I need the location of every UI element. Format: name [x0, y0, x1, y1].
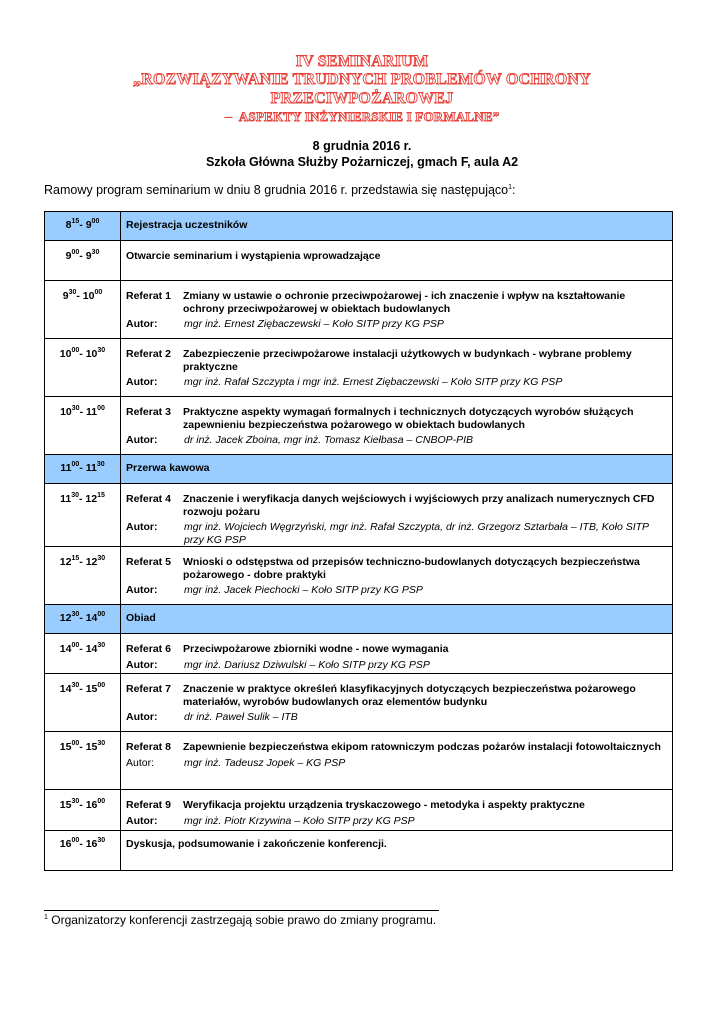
start-hour: 11: [60, 462, 72, 474]
session-cell: [121, 605, 673, 634]
session-title: Przerwa kawowa: [126, 462, 210, 474]
start-minute: 00: [71, 347, 80, 354]
start-hour: 11: [60, 493, 72, 505]
time-slot: $12^{15}-$ $12^{30}$: [45, 547, 121, 605]
program-row: [45, 790, 673, 831]
seminar-date: 8 grudnia 2016 r.: [312, 139, 412, 153]
seminar-venue: Szkoła Główna Służby Pożarniczej, gmach F, aula A2: [205, 155, 519, 169]
end-hour: 11: [86, 406, 98, 418]
talk-title-line: [126, 493, 672, 518]
talk-title: Znaczenie i weryfikacja danych wejściowych i wyjściowych przy analizach numerycznych CFD rozwoju pożaru: [183, 493, 655, 518]
start-hour: 12: [59, 556, 72, 568]
end-hour: 16: [85, 838, 98, 850]
end-minute: 30: [96, 461, 105, 468]
session-cell: [121, 831, 673, 871]
author-label: Autor:: [126, 434, 158, 446]
time-slot: $15^{30}-$ $16^{00}$: [45, 790, 121, 831]
end-minute: 00: [97, 611, 106, 618]
seminar-subtitle: [0, 109, 724, 125]
start-hour: 12: [59, 612, 72, 624]
end-minute: 30: [97, 837, 106, 844]
program-row: [45, 397, 673, 455]
talk-author-line: [126, 659, 672, 672]
time-slot: $14^{30}-$ $15^{00}$: [45, 674, 121, 732]
session-cell: [121, 397, 673, 455]
program-row: [45, 212, 673, 241]
program-row: [45, 634, 673, 674]
time-slot: $14^{00}-$ $14^{30}$: [45, 634, 121, 674]
program-row: [45, 455, 673, 484]
seminar-title-line-2: „ROZWIĄZYWANIE TRUDNYCH PROBLEMÓW OCHRONY: [133, 71, 591, 88]
session-cell: [121, 212, 673, 241]
end-minute: 30: [91, 249, 100, 256]
session-cell: [121, 634, 673, 674]
time-slot: $10^{30}-$ $11^{00}$: [45, 397, 121, 455]
talk-title: Zapewnienie bezpieczeństwa ekipom ratowniczym podczas pożarów instalacji fotowoltaicznych: [183, 741, 661, 753]
author-label: Autor:: [126, 584, 158, 596]
end-minute: 00: [97, 405, 105, 412]
talk-label: Referat 8: [126, 741, 171, 753]
end-hour: 12: [85, 493, 98, 505]
talk-label: Referat 9: [126, 799, 171, 811]
start-minute: 00: [71, 837, 80, 844]
intro-colon: :: [512, 183, 516, 197]
start-hour: 9: [65, 250, 72, 262]
seminar-title-line-1: IV SEMINARIUM: [295, 53, 429, 70]
talk-author: mgr inż. Jacek Piechocki – Koło SITP przy KG PSP: [184, 584, 423, 596]
intro-sentence: Ramowy program seminarium w dniu 8 grudnia 2016 r. przedstawia się następująco: [44, 183, 509, 197]
talk-title-line: [126, 741, 672, 754]
start-minute: 00: [71, 461, 80, 468]
session-title: Obiad: [126, 612, 156, 624]
start-minute: 30: [71, 405, 80, 412]
talk-title: Praktyczne aspekty wymagań formalnych i technicznych dotyczących wyrobów służących zapewnieniu bezpieczeństwa pożarowego w obiektach budowlanych: [183, 406, 634, 431]
talk-author: mgr inż. Wojciech Węgrzyński, mgr inż. Rafał Szczypta, dr inż. Grzegorz Sztarbała – ITB, Koło SITP przy KG PSP: [184, 521, 649, 546]
session-title: Dyskusja, podsumowanie i zakończenie konferencji.: [126, 838, 387, 850]
end-minute: 00: [91, 218, 100, 225]
start-hour: 10: [59, 348, 72, 360]
talk-title: Przeciwpożarowe zbiorniki wodne - nowe wymagania: [183, 643, 449, 655]
time-slot: $12^{30}-$ $14^{00}$: [45, 605, 121, 634]
intro-text: [44, 183, 516, 197]
end-hour: 14: [85, 643, 98, 655]
talk-author: mgr inż. Rafał Szczypta i mgr inż. Ernest Ziębaczewski – Koło SITP przy KG PSP: [184, 376, 563, 388]
subtitle-dash: –: [224, 108, 233, 125]
session-cell: [121, 674, 673, 732]
talk-label: Referat 1: [126, 290, 171, 302]
talk-label: Referat 4: [126, 493, 171, 505]
time-slot: $10^{00}-$ $10^{30}$: [45, 339, 121, 397]
talk-author-line: [126, 757, 672, 770]
footnote-ref: 1: [508, 184, 513, 191]
program-row: [45, 241, 673, 281]
session-cell: [121, 339, 673, 397]
end-minute: 30: [97, 740, 106, 747]
start-minute: 00: [71, 249, 80, 256]
end-minute: 15: [97, 492, 105, 499]
talk-author-line: [126, 521, 672, 546]
talk-label: Referat 3: [126, 406, 171, 418]
start-minute: 00: [71, 642, 80, 649]
start-minute: 30: [71, 798, 80, 805]
author-label: Autor:: [126, 814, 158, 827]
end-minute: 00: [97, 682, 106, 689]
start-hour: 16: [59, 838, 72, 850]
session-title: Otwarcie seminarium i wystąpienia wprowadzające: [126, 250, 381, 262]
talk-title-line: [126, 290, 672, 315]
talk-author: dr inż. Paweł Sulik – ITB: [184, 711, 298, 723]
session-cell: [121, 455, 673, 484]
start-hour: 9: [62, 290, 69, 302]
start-minute: 00: [71, 740, 80, 747]
talk-author: mgr inż. Ernest Ziębaczewski – Koło SITP przy KG PSP: [184, 318, 444, 330]
end-minute: 30: [97, 642, 106, 649]
end-hour: 15: [85, 683, 98, 695]
end-hour: 12: [85, 556, 98, 568]
time-slot: $15^{00}-$ $15^{30}$: [45, 732, 121, 790]
session-cell: [121, 790, 673, 831]
talk-title: Zabezpieczenie przeciwpożarowe instalacji użytkowych w budynkach - wybrane problemy praktyczne: [183, 348, 632, 373]
start-minute: 30: [71, 611, 80, 618]
start-hour: 10: [60, 406, 72, 418]
talk-title-line: [126, 348, 672, 373]
talk-title-line: [126, 406, 672, 431]
start-minute: 15: [71, 555, 80, 562]
program-row: [45, 547, 673, 605]
end-hour: 15: [85, 741, 98, 753]
talk-title: Weryfikacja projektu urządzenia tryskaczowego - metodyka i aspekty praktyczne: [183, 799, 585, 811]
end-hour: 10: [85, 348, 98, 360]
program-row: [45, 281, 673, 339]
start-hour: 15: [59, 799, 72, 811]
talk-author: dr inż. Jacek Zboina, mgr inż. Tomasz Kiełbasa – CNBOP-PIB: [184, 434, 474, 446]
author-label: Autor:: [126, 756, 155, 769]
footnote-mark: 1: [44, 914, 48, 921]
time-slot: $9^{30}-$ $10^{00}$: [45, 281, 121, 339]
start-hour: 15: [59, 741, 72, 753]
start-minute: 15: [71, 218, 80, 225]
time-slot: $8^{15}-$ $9^{00}$: [45, 212, 121, 241]
end-hour: 10: [82, 290, 95, 302]
end-hour: 16: [85, 799, 98, 811]
end-hour: 14: [85, 612, 98, 624]
talk-title-line: [126, 643, 672, 656]
session-cell: [121, 484, 673, 547]
talk-author-line: [126, 584, 672, 597]
program-table: [44, 211, 673, 871]
footnote-text: Organizatorzy konferencji zastrzegają sobie prawo do zmiany programu.: [51, 913, 437, 927]
end-minute: 00: [94, 289, 103, 296]
talk-author: mgr inż. Piotr Krzywina – Koło SITP przy KG PSP: [184, 814, 415, 827]
talk-title-line: [126, 799, 672, 812]
program-row: [45, 605, 673, 634]
end-minute: 00: [97, 798, 106, 805]
start-hour: 14: [59, 643, 72, 655]
start-minute: 30: [71, 492, 79, 499]
talk-author: mgr inż. Dariusz Dziwulski – Koło SITP przy KG PSP: [184, 658, 430, 671]
subtitle-text: ASPEKTY INŻYNIERSKIE I FORMALNE”: [238, 109, 500, 124]
footnote-separator: [44, 910, 439, 911]
start-minute: 30: [68, 289, 77, 296]
end-hour: 9: [85, 219, 92, 231]
author-label: Autor:: [126, 376, 158, 388]
time-slot: $11^{00}-$ $11^{30}$: [45, 455, 121, 484]
talk-author-line: [126, 434, 672, 447]
start-hour: 14: [59, 683, 72, 695]
program-row: [45, 732, 673, 790]
talk-label: Referat 5: [126, 556, 171, 568]
session-title: Rejestracja uczestników: [126, 219, 248, 231]
talk-label: Referat 6: [126, 643, 171, 655]
author-label: Autor:: [126, 658, 158, 671]
talk-title: Zmiany w ustawie o ochronie przeciwpożarowej - ich znaczenie i wpływ na kształtowanie ochrony przeciwpożarowej w obiektach budowlanych: [183, 290, 626, 315]
talk-label: Referat 2: [126, 348, 171, 360]
start-minute: 30: [71, 682, 80, 689]
time-slot: $11^{30}-$ $12^{15}$: [45, 484, 121, 547]
start-hour: 8: [65, 219, 72, 231]
program-row: [45, 339, 673, 397]
author-label: Autor:: [126, 711, 158, 723]
talk-author-line: [126, 318, 672, 331]
program-row: [45, 674, 673, 732]
talk-author-line: [126, 376, 672, 389]
end-hour: 11: [85, 462, 97, 474]
end-minute: 30: [97, 347, 106, 354]
author-label: Autor:: [126, 521, 158, 533]
session-cell: [121, 281, 673, 339]
footnote: [44, 913, 436, 927]
session-cell: [121, 547, 673, 605]
session-cell: [121, 732, 673, 790]
talk-author-line: [126, 711, 672, 724]
time-slot: $9^{00}-$ $9^{30}$: [45, 241, 121, 281]
talk-title: Wnioski o odstępstwa od przepisów techniczno-budowlanych dotyczących bezpieczeństwa pożarowego - dobre praktyki: [183, 556, 640, 581]
session-cell: [121, 241, 673, 281]
end-hour: 9: [85, 250, 92, 262]
time-slot: $16^{00}-$ $16^{30}$: [45, 831, 121, 871]
program-row: [45, 484, 673, 547]
talk-title: Znaczenie w praktyce określeń klasyfikacyjnych dotyczących bezpieczeństwa pożarowego materiałów, wyrobów budowlanych oraz elementów budynku: [183, 683, 636, 708]
talk-author-line: [126, 815, 672, 828]
end-minute: 30: [97, 555, 106, 562]
program-row: [45, 831, 673, 871]
talk-title-line: [126, 683, 672, 708]
talk-label: Referat 7: [126, 683, 171, 695]
author-label: Autor:: [126, 318, 158, 330]
talk-title-line: [126, 556, 672, 581]
talk-author: mgr inż. Tadeusz Jopek – KG PSP: [184, 756, 346, 769]
seminar-title-line-3: PRZECIWPOŻAROWEJ: [270, 90, 454, 107]
